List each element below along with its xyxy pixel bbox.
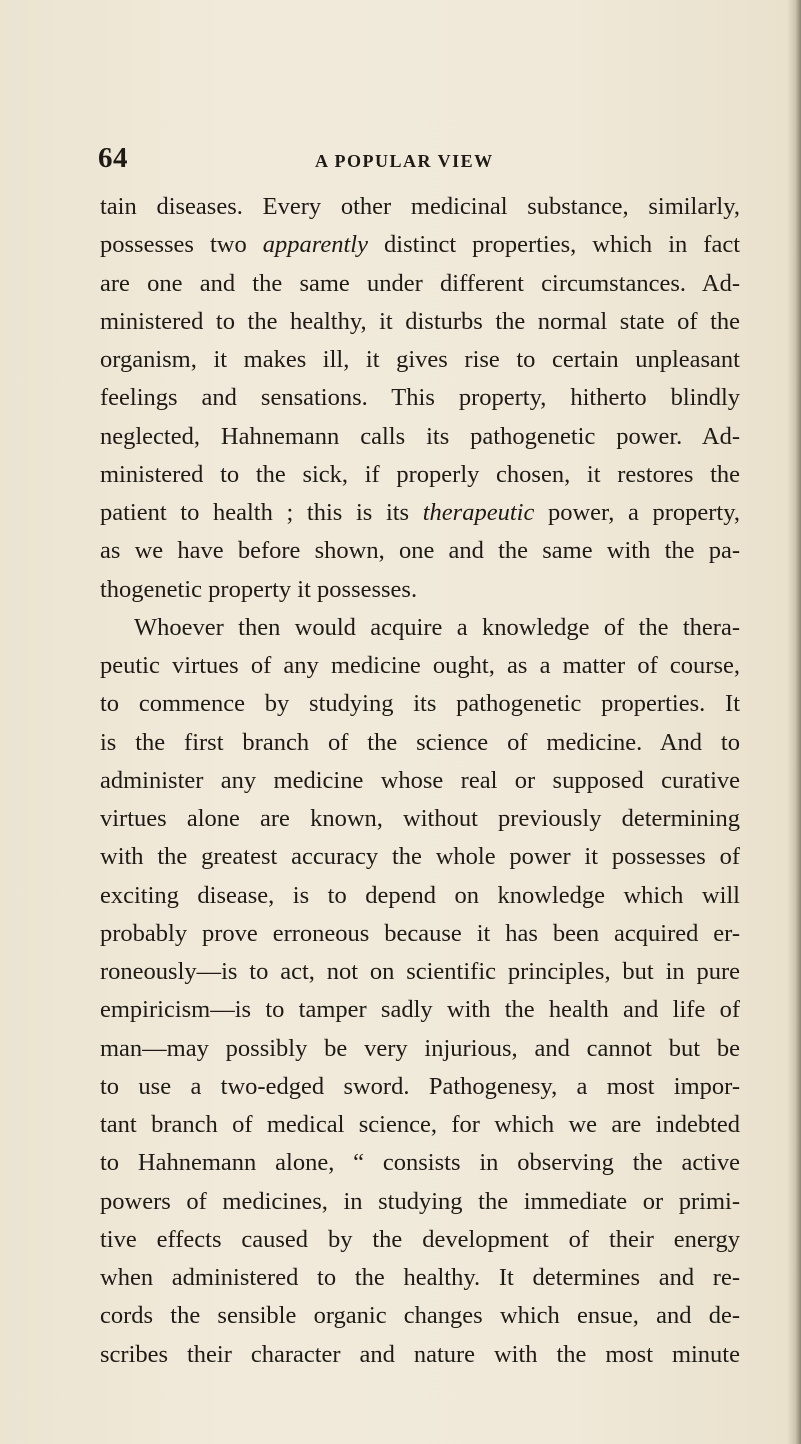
text-line: tain diseases. Every other medicinal substance, similarly, <box>100 193 740 220</box>
text-line: tant branch of medical science, for which we are indebted <box>100 1111 740 1138</box>
text-line: probably prove erroneous because it has been acquired er- <box>100 919 740 947</box>
text-line: is the first branch of the science of medicine. And to <box>100 728 740 756</box>
text-line: virtues alone are known, without previously determining <box>100 805 740 832</box>
page-header <box>98 142 718 178</box>
text-line: neglected, Hahnemann calls its pathogenetic power. Ad- <box>100 422 740 450</box>
text-line: to Hahnemann alone, “ consists in observing the active <box>100 1149 740 1177</box>
page-edge-shadow <box>787 0 801 1444</box>
body-text <box>100 188 740 1374</box>
text-line: feelings and sensations. This property, hitherto blindly <box>100 384 740 412</box>
text-line: patient to health ; this is its therapeutic power, a property, <box>100 499 740 526</box>
text-line: roneously—is to act, not on scientific principles, but in pure <box>100 958 740 985</box>
running-head: A POPULAR VIEW <box>315 151 494 171</box>
text-line: as we have before shown, one and the same with the pa- <box>100 537 740 565</box>
text-line: with the greatest accuracy the whole power it possesses of <box>100 843 740 871</box>
text-line: are one and the same under different circumstances. Ad- <box>100 269 740 297</box>
text-line: possesses two apparently distinct properties, which in fact <box>100 231 740 259</box>
emphasis: therapeutic <box>422 499 535 526</box>
text-line: peutic virtues of any medicine ought, as a matter of course, <box>100 652 740 679</box>
paragraph-end-line: thogenetic property it possesses. <box>100 575 418 603</box>
text-line: scribes their character and nature with the most minute <box>100 1340 740 1368</box>
text-line: man—may possibly be very injurious, and cannot but be <box>100 1034 740 1062</box>
page-number: 64 <box>98 142 128 174</box>
text-line: when administered to the healthy. It determines and re- <box>100 1264 740 1291</box>
text-line: empiricism—is to tamper sadly with the health and life of <box>100 996 740 1024</box>
emphasis: apparently <box>262 231 368 259</box>
text-line: to use a two-edged sword. Pathogenesy, a most impor- <box>100 1072 740 1100</box>
text-line: powers of medicines, in studying the immediate or primi- <box>100 1187 740 1215</box>
text-line: exciting disease, is to depend on knowledge which will <box>100 881 740 909</box>
text-line: cords the sensible organic changes which ensue, and de- <box>100 1302 740 1330</box>
text-line: tive effects caused by the development of their energy <box>100 1225 740 1253</box>
paragraph-start-line: Whoever then would acquire a knowledge of the thera- <box>134 613 740 641</box>
text-line: organism, it makes ill, it gives rise to certain unpleasant <box>100 346 740 373</box>
text-line: ministered to the sick, if properly chosen, it restores the <box>100 460 740 488</box>
text-line: ministered to the healthy, it disturbs the normal state of the <box>100 307 740 335</box>
text-line: to commence by studying its pathogenetic properties. It <box>100 690 740 718</box>
text-line: administer any medicine whose real or supposed curative <box>100 766 740 794</box>
